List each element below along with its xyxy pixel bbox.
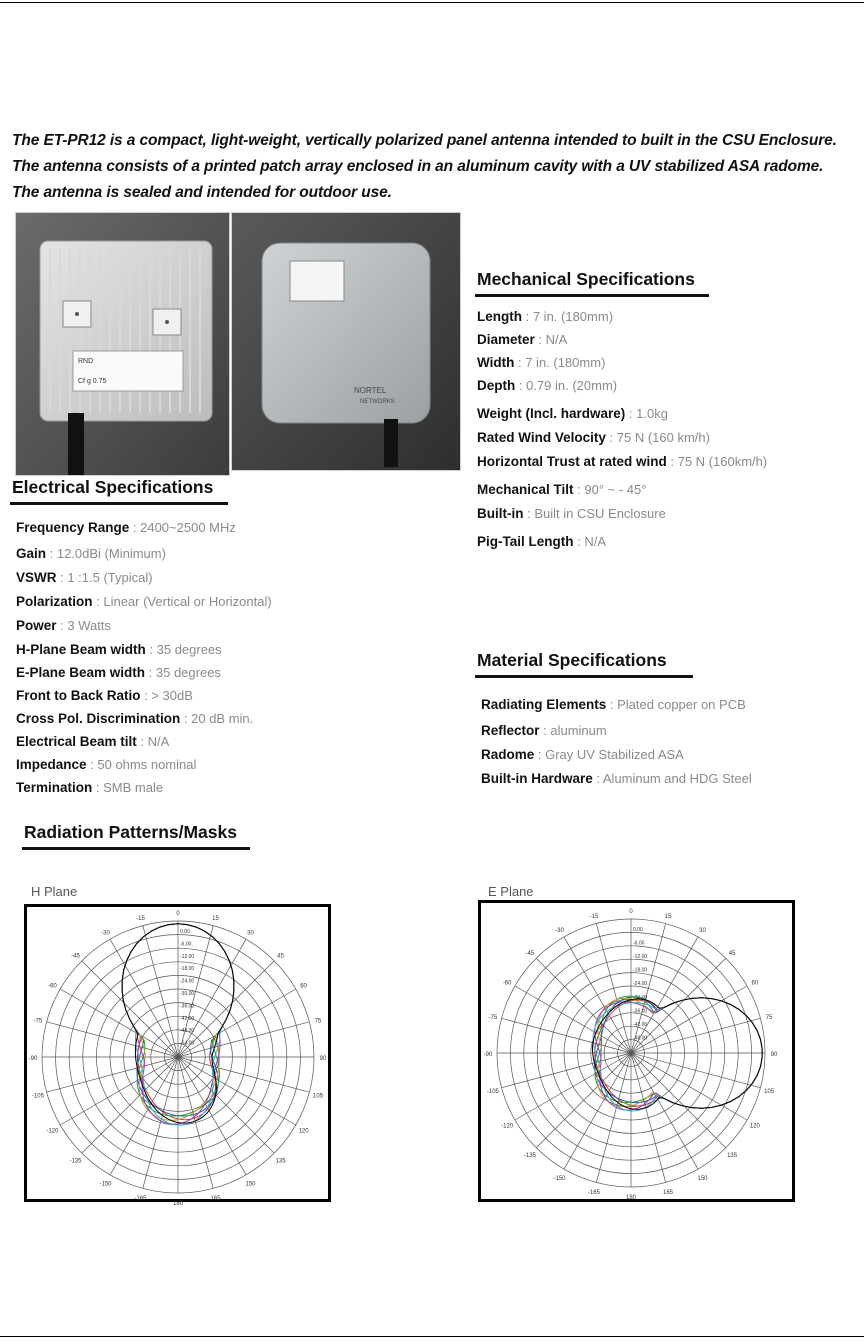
electrical-spec-row (16, 757, 196, 772)
polar-spoke (143, 926, 178, 1057)
spec-value: : 1.0kg (625, 406, 668, 421)
polar-spoke (143, 1057, 178, 1188)
spec-key: Frequency Range (16, 520, 130, 535)
angle-tick-label: 165 (210, 1196, 221, 1203)
polar-spoke (178, 1022, 309, 1057)
electrical-spec-list (16, 520, 456, 800)
electrical-spec-row (16, 570, 153, 585)
polar-spoke (178, 1057, 296, 1125)
polar-spoke (631, 1053, 747, 1120)
electrical-spec-row (16, 642, 222, 657)
polar-spoke (631, 1053, 726, 1148)
angle-tick-label: 60 (751, 980, 759, 987)
angle-tick-label: 30 (699, 928, 706, 935)
photo-brand-text: NORTEL (354, 386, 387, 395)
angle-tick-label: -30 (555, 928, 564, 935)
ring-tick-label: 0.00 (180, 929, 190, 935)
angle-tick-label: 150 (245, 1181, 256, 1188)
spec-value: : 7 in. (180mm) (514, 355, 606, 370)
angle-tick-label: -60 (502, 980, 512, 987)
angle-tick-label: -105 (486, 1089, 499, 1096)
angle-tick-label: 90 (770, 1052, 778, 1058)
polar-spoke (178, 1057, 274, 1153)
spec-value: : 75 N (160km/h) (666, 454, 768, 469)
angle-tick-label: 165 (663, 1190, 674, 1197)
e-plane-label: E Plane (488, 884, 534, 899)
photo-brand-text-2: NETWORKS (360, 399, 395, 405)
polar-spoke (502, 1053, 631, 1088)
angle-tick-label: -90 (28, 1056, 38, 1062)
polar-spoke (631, 986, 747, 1053)
spec-value: : 35 degrees (145, 665, 221, 680)
mechanical-spec-row (477, 454, 767, 469)
antenna-photo-back (15, 212, 230, 476)
angle-tick-label: 180 (172, 1201, 184, 1207)
spec-value: : 2400~2500 MHz (129, 520, 236, 535)
electrical-spec-row (16, 618, 111, 633)
electrical-spec-row (16, 711, 253, 726)
polar-spoke (60, 989, 178, 1057)
angle-tick-label: 30 (247, 930, 254, 937)
spec-key: Built-in Hardware (481, 771, 593, 786)
spec-value: : Gray UV Stabilized ASA (534, 747, 684, 762)
spec-value: : N/A (534, 332, 568, 347)
mechanical-spec-row (477, 332, 567, 347)
polar-spoke (178, 1057, 309, 1092)
spec-key: Horizontal Trust at rated wind (477, 454, 667, 469)
spec-value: : 75 N (160 km/h) (605, 430, 710, 445)
e-plane-plot (481, 903, 792, 1199)
polar-spoke (631, 1053, 698, 1169)
ring-tick-label: -6.00 (180, 941, 192, 948)
polar-spoke (631, 1053, 760, 1088)
angle-tick-label: 120 (298, 1128, 309, 1135)
spec-value: : > 30dB (140, 688, 193, 703)
e-plane-polar-chart (478, 900, 795, 1202)
spec-key: Cross Pol. Discrimination (16, 711, 181, 726)
ring-tick-label: -30.00 (180, 991, 195, 997)
spec-key: Gain (16, 546, 47, 561)
electrical-spec-row (16, 594, 272, 609)
polar-spoke (110, 939, 178, 1057)
angle-tick-label: 180 (625, 1195, 637, 1201)
mechanical-spec-row (477, 378, 617, 393)
spec-value: : Built in CSU Enclosure (523, 506, 666, 521)
material-title: Material Specifications (477, 650, 667, 673)
angle-tick-label: -45 (525, 950, 535, 957)
ring-tick-label: -24.00 (633, 981, 648, 988)
spec-key: Width (477, 355, 515, 370)
ring-tick-label: -42.00 (180, 1015, 195, 1022)
angle-tick-label: -60 (48, 983, 57, 990)
angle-tick-label: 45 (277, 953, 284, 960)
angle-tick-label: -120 (501, 1123, 514, 1130)
spec-key: Electrical Beam tilt (16, 734, 137, 749)
angle-tick-label: -150 (99, 1181, 112, 1188)
ring-tick-label: -36.00 (633, 1008, 648, 1015)
polar-spoke (60, 1057, 178, 1125)
spec-key: Radome (481, 747, 535, 762)
angle-tick-label: 15 (212, 915, 219, 922)
mechanical-spec-row (477, 534, 606, 549)
ring-tick-label: -18.00 (180, 966, 195, 973)
ring-tick-label: 0.00 (633, 927, 643, 933)
angle-tick-label: -15 (589, 913, 599, 920)
spec-key: VSWR (16, 570, 57, 585)
electrical-title: Electrical Specifications (12, 477, 213, 500)
polar-spoke (515, 986, 631, 1053)
spec-key: Front to Back Ratio (16, 688, 141, 703)
bottom-rule (0, 1336, 864, 1337)
electrical-spec-row (16, 734, 169, 749)
angle-tick-label: 60 (300, 983, 307, 990)
mechanical-spec-list (477, 309, 857, 559)
spec-value: : 0.79 in. (20mm) (515, 378, 618, 393)
spec-key: E-Plane Beam width (16, 665, 146, 680)
angle-tick-label: -90 (483, 1052, 493, 1058)
mechanical-spec-row (477, 355, 605, 370)
photo-label-text: RND (78, 358, 94, 365)
mechanical-spec-row (477, 406, 668, 421)
angle-tick-label: 135 (727, 1153, 738, 1160)
spec-key: Weight (Incl. hardware) (477, 406, 626, 421)
material-spec-row (481, 723, 607, 738)
mechanical-title: Mechanical Specifications (477, 269, 695, 292)
polar-spoke (536, 1053, 631, 1148)
spec-key: Mechanical Tilt (477, 482, 574, 497)
polar-spoke (178, 989, 296, 1057)
angle-tick-label: -165 (134, 1196, 147, 1203)
polar-spoke (82, 961, 178, 1057)
angle-tick-label: 90 (319, 1056, 327, 1062)
electrical-spec-row (16, 688, 193, 703)
spec-value: : 50 ohms nominal (86, 757, 197, 772)
ring-tick-label: -36.00 (180, 1003, 195, 1010)
intro-paragraph: The ET-PR12 is a compact, light-weight, vertically polarized panel antenna intended to built in the CSU Enclosure. The antenna consists of a printed patch array enclosed in an aluminum cavity with a UV stabilized ASA radome. The antenna is sealed and intended for outdoor use. (12, 132, 837, 201)
spec-value: : Plated copper on PCB (606, 697, 746, 712)
mechanical-spec-row (477, 506, 666, 521)
angle-tick-label: 75 (314, 1018, 322, 1025)
spec-key: Polarization (16, 594, 93, 609)
angle-tick-label: 0 (629, 909, 633, 915)
spec-value: : N/A (573, 534, 607, 549)
material-spec-list (481, 697, 861, 797)
h-plane-polar-chart (24, 904, 331, 1207)
angle-tick-label: -135 (523, 1153, 536, 1160)
spec-key: Built-in (477, 506, 524, 521)
spec-value: : N/A (136, 734, 170, 749)
angle-tick-label: 150 (697, 1175, 708, 1182)
ring-tick-label: -48.00 (633, 1035, 648, 1042)
polar-spoke (82, 1057, 178, 1153)
top-rule (0, 2, 864, 3)
h-plane-plot (27, 907, 328, 1207)
spec-value: : Aluminum and HDG Steel (592, 771, 752, 786)
spec-key: Impedance (16, 757, 87, 772)
spec-value: : 12.0dBi (Minimum) (46, 546, 166, 561)
ring-tick-label: -6.00 (633, 940, 645, 947)
angle-tick-label: -75 (488, 1014, 498, 1021)
angle-tick-label: -120 (46, 1128, 59, 1135)
ring-tick-label: -42.00 (633, 1021, 648, 1028)
spec-key: H-Plane Beam width (16, 642, 146, 657)
spec-key: Termination (16, 780, 93, 795)
spec-value: : 20 dB min. (180, 711, 254, 726)
angle-tick-label: -165 (587, 1190, 600, 1197)
material-spec-row (481, 747, 684, 762)
spec-key: Rated Wind Velocity (477, 430, 606, 445)
spec-key: Reflector (481, 723, 540, 738)
spec-key: Depth (477, 378, 516, 393)
polar-spoke (515, 1053, 631, 1120)
ring-tick-label: -48.00 (180, 1028, 195, 1035)
h-plane-label: H Plane (31, 884, 78, 899)
angle-tick-label: -30 (101, 930, 110, 937)
polar-spoke (631, 1018, 760, 1053)
angle-tick-label: -135 (69, 1158, 82, 1165)
electrical-spec-row (16, 780, 163, 795)
angle-tick-label: -45 (71, 953, 80, 960)
ring-tick-label: -12.00 (180, 953, 195, 960)
polar-spoke (47, 1057, 178, 1092)
angle-tick-label: 75 (765, 1014, 773, 1021)
spec-key: Power (16, 618, 57, 633)
polar-spoke (596, 1053, 631, 1182)
electrical-spec-row (16, 546, 166, 561)
ring-tick-label: -54.00 (180, 1040, 195, 1047)
electrical-spec-row (16, 520, 236, 535)
spec-value: : Linear (Vertical or Horizontal) (92, 594, 272, 609)
angle-tick-label: -105 (31, 1093, 44, 1100)
antenna-photo-front (231, 212, 461, 471)
angle-tick-label: -75 (33, 1018, 43, 1025)
angle-tick-label: 105 (764, 1089, 775, 1096)
antenna-front-illustration (232, 213, 460, 470)
spec-value: : 90° ~ - 45° (573, 482, 647, 497)
angle-tick-label: 120 (749, 1123, 760, 1130)
angle-tick-label: 15 (664, 913, 672, 920)
angle-tick-label: 0 (176, 911, 180, 917)
polar-spoke (502, 1018, 631, 1053)
polar-spoke (631, 1053, 666, 1182)
spec-value: : SMB male (92, 780, 164, 795)
antenna-back-illustration (16, 213, 229, 475)
angle-tick-label: 45 (728, 950, 736, 957)
photo-label-text-2: Cf g 0.75 (78, 378, 107, 385)
angle-tick-label: -150 (553, 1175, 566, 1182)
spec-value: : 35 degrees (145, 642, 222, 657)
ring-tick-label: -30.00 (633, 994, 648, 1001)
spec-key: Pig-Tail Length (477, 534, 574, 549)
material-spec-row (481, 697, 746, 712)
ring-tick-label: -12.00 (633, 954, 648, 961)
angle-tick-label: 105 (313, 1093, 324, 1100)
spec-value: : aluminum (539, 723, 607, 738)
spec-key: Diameter (477, 332, 535, 347)
spec-value: : 3 Watts (56, 618, 111, 633)
polar-spoke (47, 1022, 178, 1057)
ring-tick-label: -18.00 (633, 967, 648, 974)
material-spec-row (481, 771, 752, 786)
mechanical-spec-row (477, 430, 710, 445)
angle-tick-label: 135 (275, 1158, 286, 1165)
radiation-title: Radiation Patterns/Masks (24, 822, 237, 845)
electrical-spec-row (16, 665, 221, 680)
mechanical-spec-row (477, 309, 613, 324)
spec-value: : 7 in. (180mm) (522, 309, 614, 324)
spec-key: Radiating Elements (481, 697, 607, 712)
spec-value: : 1 :1.5 (Typical) (56, 570, 153, 585)
polar-spoke (564, 937, 631, 1053)
angle-tick-label: -15 (136, 915, 145, 922)
mechanical-spec-row (477, 482, 646, 497)
spec-key: Length (477, 309, 522, 324)
ring-tick-label: -24.00 (180, 978, 195, 985)
